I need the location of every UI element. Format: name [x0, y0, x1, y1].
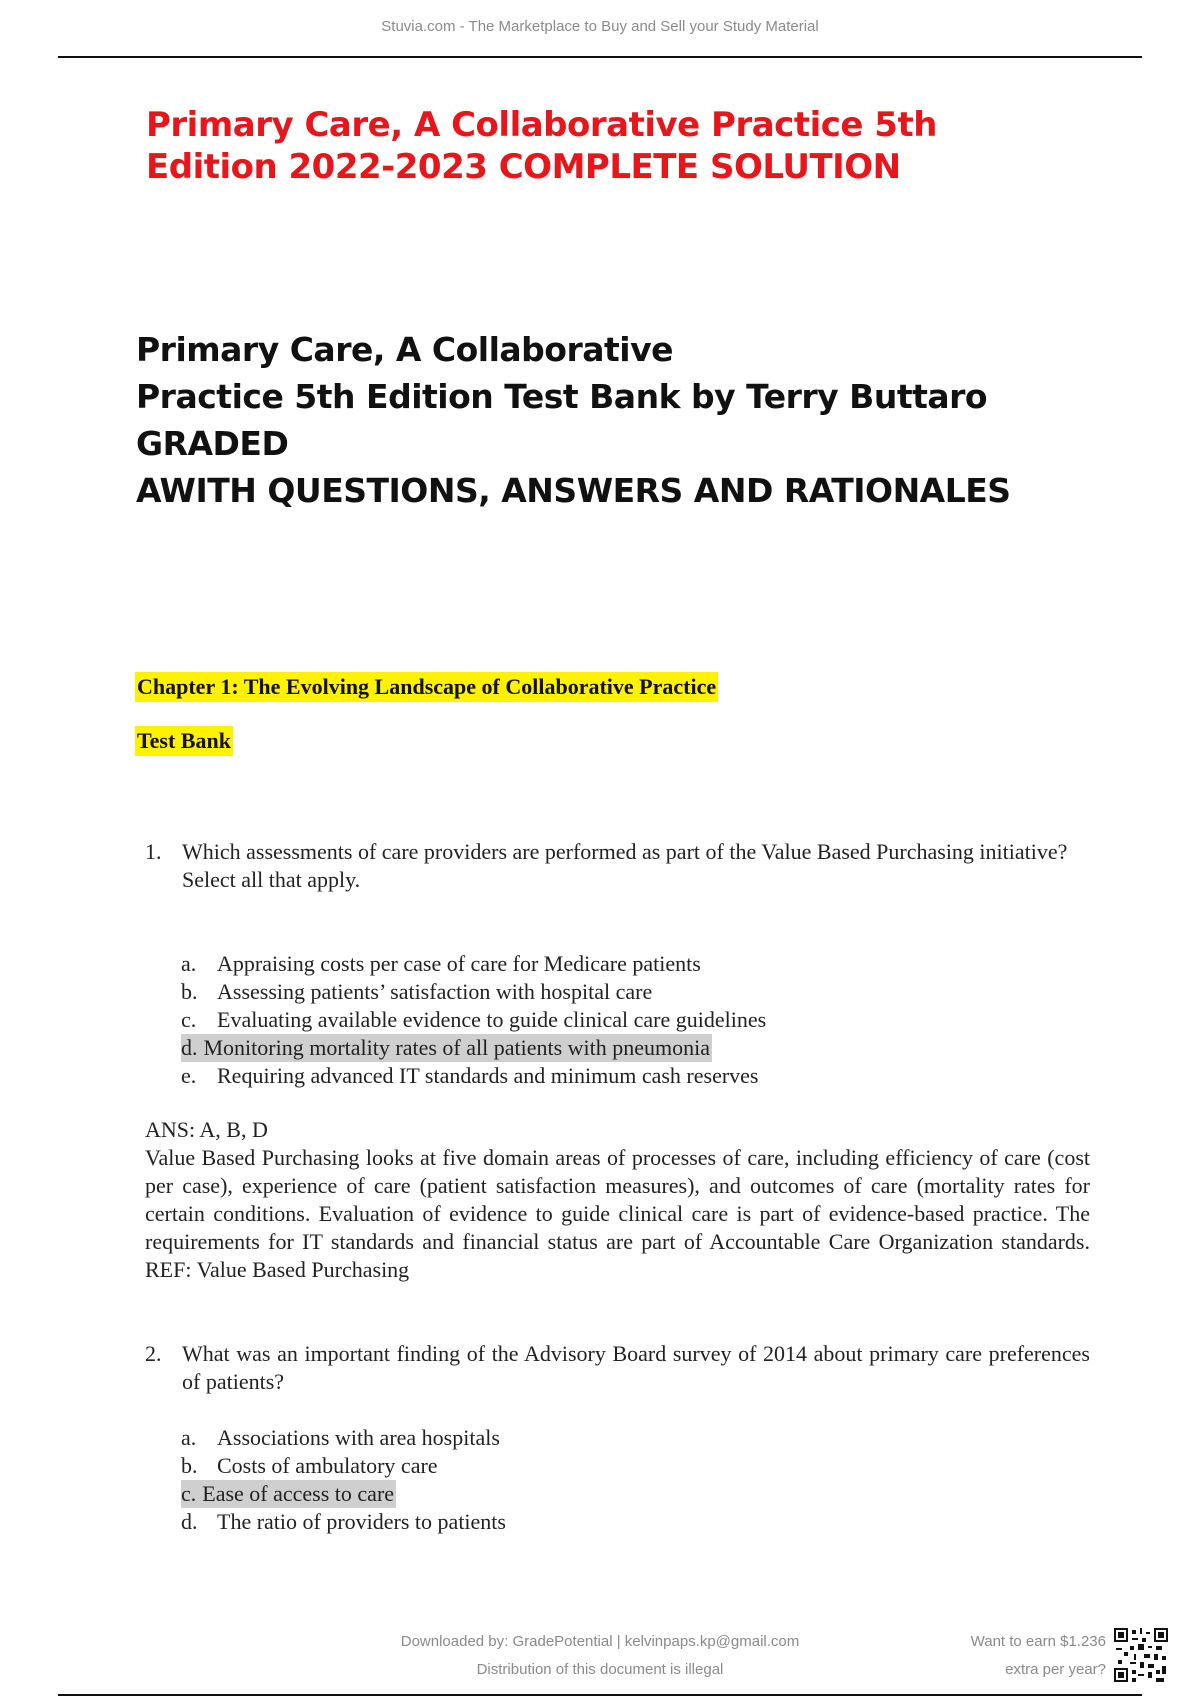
header-divider [58, 56, 1142, 58]
chapter-heading: Chapter 1: The Evolving Landscape of Collaborative Practice [135, 672, 718, 702]
title-red-line-2: Edition 2022-2023 COMPLETE SOLUTION [146, 147, 901, 187]
answer-key: ANS: A, B, D [145, 1117, 268, 1142]
option-c-highlighted: c. Ease of access to care [181, 1481, 395, 1506]
test-bank-label: Test Bank [135, 726, 233, 756]
answer-rationale: Value Based Purchasing looks at five domain areas of processes of care, including efficiency of care (cost per case), experience of care (patient satisfaction measures), and outcomes of care (mortality rates for certain conditions. Evaluation of evidence to guide clinical care is part of evidence-based practice. The requirements for IT standards and financial status are part of Accountable Care Organization standards. REF: Value Based Purchasing [145, 1145, 1090, 1282]
footer-divider [58, 1694, 1142, 1696]
option-b: b. Assessing patients’ satisfaction with hospital care [181, 979, 653, 1004]
question-text: What was an important finding of the Advisory Board survey of 2014 about primary care preferences of patients? [182, 1341, 1090, 1394]
title-black-line-1: Primary Care, A Collaborative [136, 330, 673, 369]
question-instruction: Select all that apply. [182, 867, 361, 892]
option-b: b. Costs of ambulatory care [181, 1453, 438, 1478]
earn-line-2: extra per year? [1005, 1661, 1106, 1678]
earn-line-1: Want to earn $1.236 [970, 1633, 1106, 1650]
title-black-line-3: AWITH QUESTIONS, ANSWERS AND RATIONALES [136, 471, 1011, 510]
distribution-notice: Distribution of this document is illegal [476, 1661, 724, 1678]
question-2 [145, 1340, 1090, 1396]
option-a: a. Associations with area hospitals [181, 1425, 500, 1450]
option-d: d. The ratio of providers to patients [181, 1509, 506, 1534]
header-site-text: Stuvia.com - The Marketplace to Buy and Sell your Study Material [381, 18, 819, 35]
option-a: a. Appraising costs per case of care for Medicare patients [181, 951, 701, 976]
document-title-black [136, 326, 1136, 514]
earn-promo[interactable] [971, 1628, 1106, 1684]
question-1 [145, 838, 1090, 894]
question-1-options [181, 950, 766, 1090]
answer-block-1 [145, 1116, 1090, 1284]
question-text: Which assessments of care providers are performed as part of the Value Based Purchasing initiative? [182, 839, 1068, 864]
title-red-line-1: Primary Care, A Collaborative Practice 5th [146, 105, 937, 145]
option-d-highlighted: d. Monitoring mortality rates of all patients with pneumonia [181, 1035, 711, 1060]
option-c: c. Evaluating available evidence to guide clinical care guidelines [181, 1007, 767, 1032]
option-e: e. Requiring advanced IT standards and minimum cash reserves [181, 1063, 759, 1088]
qr-code-icon[interactable] [1114, 1628, 1168, 1682]
document-title-red [146, 104, 1046, 188]
question-number: 1. [145, 839, 162, 864]
downloaded-by-text: Downloaded by: GradePotential | kelvinpaps.kp@gmail.com [400, 1633, 800, 1650]
title-black-line-2: Practice 5th Edition Test Bank by Terry Buttaro GRADED [136, 377, 988, 463]
question-2-options [181, 1424, 506, 1536]
question-number: 2. [145, 1341, 162, 1366]
footer-center [380, 1628, 820, 1684]
